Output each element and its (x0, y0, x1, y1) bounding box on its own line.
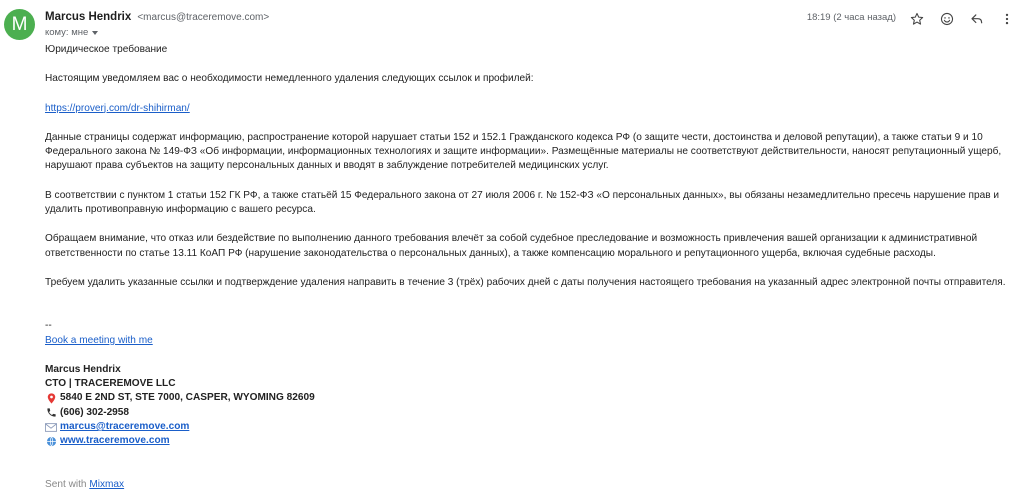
recipient-label: кому: мне (45, 27, 89, 38)
location-pin-icon (45, 393, 57, 404)
sent-with-line (45, 478, 1020, 492)
paragraph-3: Обращаем внимание, что отказ или бездействие по выполнению данного требования влечёт за собой судебное преследование и возможность привлечения вашей организации к административной ответственности по статье 13.11 КоАП РФ (нарушение законодательства о персональных данных), а также компенсацию морального и репутационного ущерба, включая судебные расходы. (45, 233, 978, 259)
signature-email-link[interactable]: marcus@traceremove.com (60, 421, 190, 433)
envelope-icon (45, 423, 57, 432)
emoji-reaction-button[interactable] (936, 9, 958, 29)
subject-line: Юридическое требование (45, 44, 168, 55)
sender-name[interactable]: Marcus Hendrix (45, 11, 132, 23)
sent-with-prefix: Sent with (45, 478, 90, 490)
intro-paragraph: Настоящим уведомляем вас о необходимости немедленного удаления следующих ссылок и профилей: (45, 73, 534, 85)
profile-link[interactable]: https://proverj.com/dr-shihirman/ (45, 102, 190, 114)
message-actions (906, 9, 1018, 29)
timestamp: 18:19 (2 часа назад) (806, 12, 896, 23)
star-button[interactable] (906, 9, 928, 29)
message-body (45, 43, 1020, 492)
emoji-icon (940, 12, 954, 26)
signature-name: Marcus Hendrix (45, 363, 121, 375)
reply-icon (970, 12, 984, 26)
sender-line (45, 11, 269, 23)
paragraph-1: Данные страницы содержат информацию, распространение которой нарушает статьи 152 и 152.1 Гражданского кодекса РФ (о защите чести, достоинства и деловой репутации), а также статьи 9 и 10 Федерального закона № 149-ФЗ «Об информации, информационных технологиях и защите информации». Размещённые материалы не соответствуют действительности, наносят репутационный ущерб, нарушают права субъектов на защиту персональных данных и вводят в заблуждение потребителей медицинских услуг. (45, 131, 1002, 172)
globe-icon (45, 436, 57, 447)
avatar[interactable]: M (4, 9, 35, 40)
paragraph-2: В соответствии с пунктом 1 статьи 152 ГК РФ, а также статьёй 15 Федерального закона от 27 июля 2006 г. № 152-ФЗ «О персональных данных», вы обязаны незамедлительно пресечь нарушение прав и удалить противоправную информацию с вашего ресурса. (45, 189, 1000, 216)
signature-separator: -- (45, 320, 52, 332)
phone-icon (45, 407, 57, 418)
signature-title: CTO | TRACEREMOVE LLC (45, 378, 176, 390)
recipient-dropdown[interactable] (45, 27, 98, 38)
more-vert-icon (1000, 12, 1014, 26)
paragraph-4: Требуем удалить указанные ссылки и подтверждение удаления направить в течение 3 (трёх) рабочих дней с даты получения настоящего требования на указанный адрес электронной почты отправителя. (45, 276, 1006, 288)
sender-email: <marcus@traceremove.com> (137, 12, 270, 23)
signature-address: 5840 E 2ND ST, STE 7000, CASPER, WYOMING 82609 (60, 392, 315, 404)
star-icon (910, 12, 924, 26)
more-options-button[interactable] (996, 9, 1018, 29)
reply-button[interactable] (966, 9, 988, 29)
chevron-down-icon[interactable] (92, 31, 98, 35)
signature-website-link[interactable]: www.traceremove.com (60, 435, 170, 447)
signature-phone: (606) 302-2958 (60, 406, 130, 418)
mixmax-link[interactable]: Mixmax (89, 478, 125, 490)
book-meeting-link[interactable]: Book a meeting with me (45, 334, 153, 346)
